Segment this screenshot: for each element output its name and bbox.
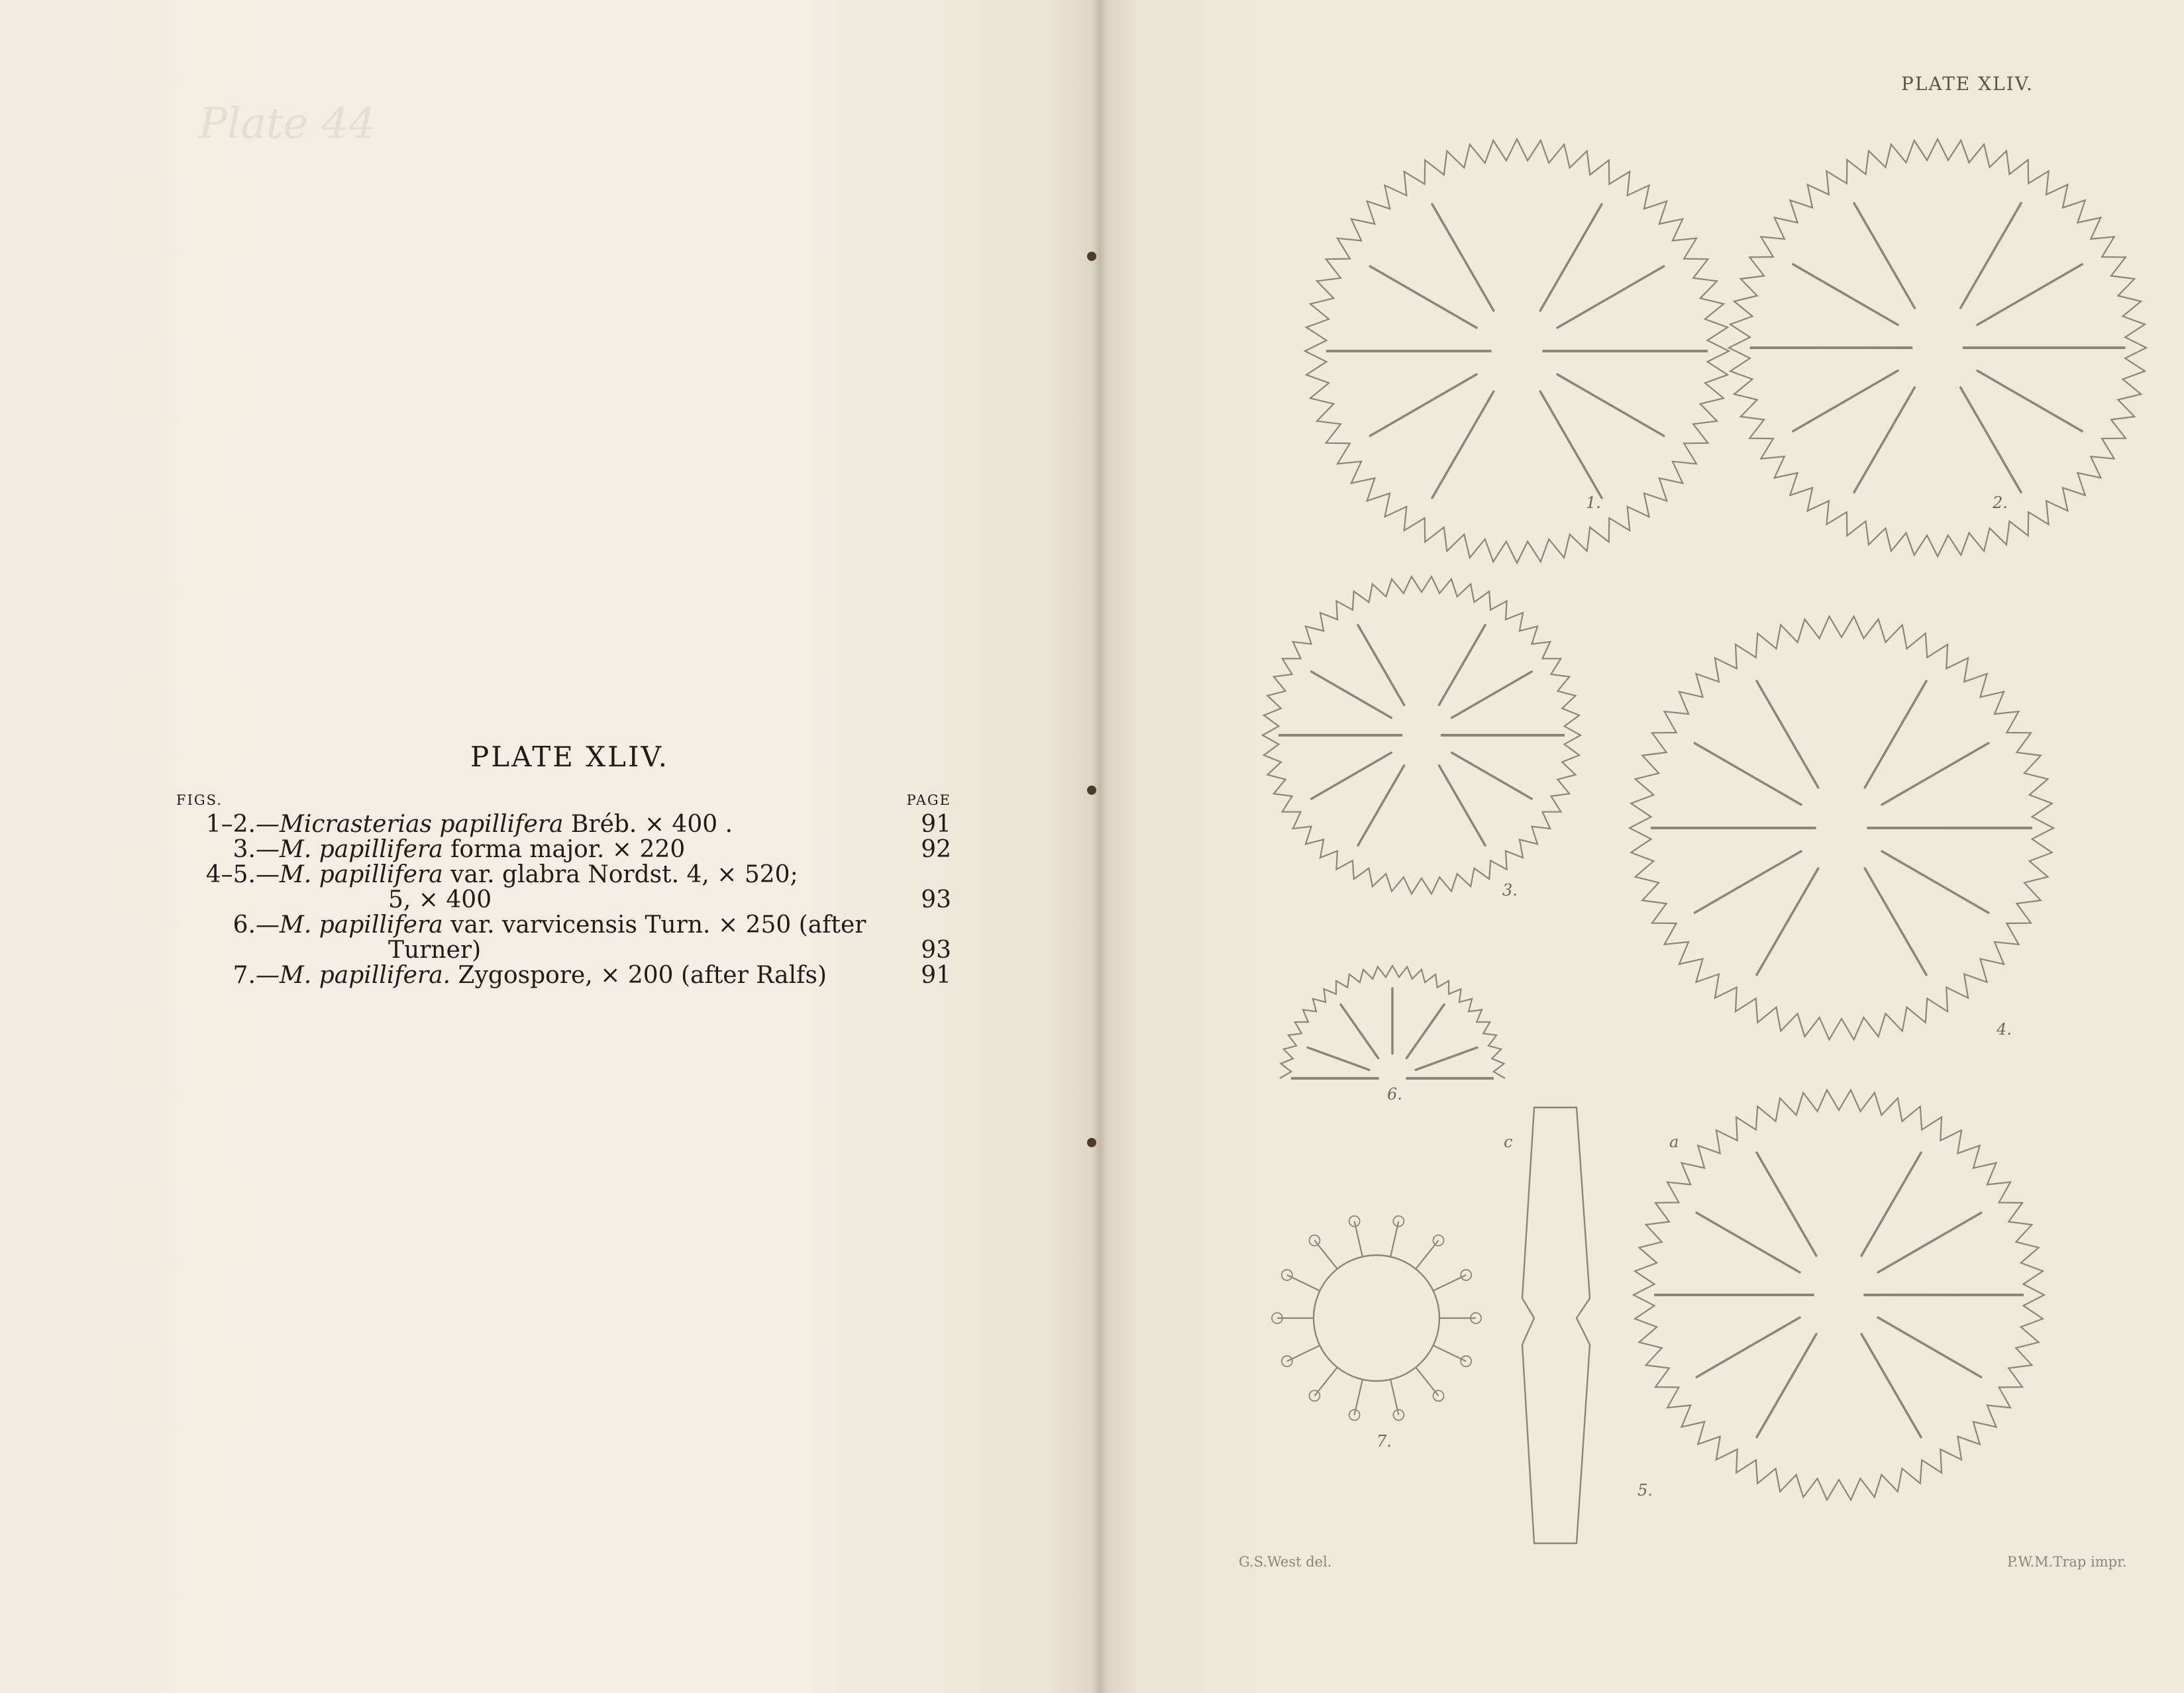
- figure-4-cell-lobe-line: [1694, 851, 1801, 913]
- ghost-pencil-note: Plate 44: [199, 99, 376, 148]
- figure-6-label: 6.: [1387, 1085, 1402, 1103]
- figure-1-cell-lobe-line: [1557, 374, 1664, 436]
- legend-species: —M. papillifera: [256, 861, 443, 888]
- figure-4-cell-lobe-line: [1882, 851, 1989, 913]
- legend-detail: 5, × 400: [388, 886, 492, 913]
- figure-c-label: c: [1504, 1133, 1513, 1151]
- figure-1-cell-lobe-line: [1557, 266, 1664, 328]
- figure-4-cell-lobe-line: [1865, 868, 1926, 975]
- figure-1-cell-lobe-line: [1432, 391, 1494, 498]
- figure-2-cell-lobe-line: [1961, 387, 2021, 492]
- figure-6-cell-lobe-line: [1308, 1047, 1369, 1070]
- figure-7-label: 7.: [1377, 1432, 1392, 1451]
- legend-page-number: 93: [921, 886, 951, 913]
- figure-5a-cell-lobe-line: [1878, 1213, 1981, 1272]
- legend-species: —M. papillifera: [256, 836, 443, 863]
- figure-5a-cell-lobe-line: [1696, 1213, 1800, 1272]
- figure-2-cell-lobe-line: [1793, 371, 1898, 431]
- figure-3-cell-lobe-line: [1452, 672, 1532, 718]
- figure-2-cell-lobe-line: [1977, 371, 2082, 431]
- legend-page-number: 93: [921, 937, 951, 964]
- figure-3-cell-lobe-line: [1312, 752, 1392, 799]
- figure-5a-cell-lobe-line: [1757, 1153, 1816, 1256]
- figure-2-cell-lobe-line: [1793, 264, 1898, 325]
- figure-3-cell-lobe-line: [1358, 766, 1404, 846]
- legend-fig-number: 7.: [233, 962, 256, 989]
- figure-5a-cell-lobe-line: [1861, 1334, 1921, 1437]
- figs-header: FIGS.: [176, 792, 223, 808]
- legend-detail: forma major. × 220: [442, 836, 686, 863]
- figure-3-cell-lobe-line: [1439, 766, 1485, 846]
- figure-2-cell-lobe-line: [1961, 203, 2021, 308]
- legend-species: —M. papillifera.: [256, 962, 451, 989]
- figure-5a-cell-lobe-line: [1696, 1317, 1800, 1377]
- legend-detail: Turner): [388, 937, 482, 964]
- figure-6-cell-lobe-line: [1406, 1005, 1444, 1058]
- legend-detail: Bréb. × 400 .: [563, 811, 733, 838]
- plate-title: PLATE XLIV.: [470, 741, 669, 773]
- figure-1-cell-lobe-line: [1540, 204, 1602, 311]
- figure-3-cell-lobe-line: [1358, 625, 1404, 705]
- figure-1-cell-lobe-line: [1370, 374, 1477, 436]
- figure-a-label: a: [1669, 1133, 1679, 1151]
- figure-4-cell-lobe-line: [1694, 743, 1801, 805]
- legend-species: —Micrasterias papillifera: [256, 811, 564, 838]
- printer-credit: P.W.M.Trap impr.: [2007, 1554, 2127, 1570]
- figure-4-cell-lobe-line: [1865, 681, 1926, 788]
- figure-2-cell-lobe-line: [1977, 264, 2082, 325]
- legend-detail: var. glabra Nordst. 4, × 520;: [442, 861, 798, 888]
- figure-4-cell-lobe-line: [1882, 743, 1989, 805]
- legend-fig-number: 1–2.: [205, 811, 256, 838]
- figure-5a-cell-lobe-line: [1757, 1334, 1816, 1437]
- legend-page-number: 91: [921, 811, 951, 838]
- figure-1-label: 1.: [1586, 493, 1601, 512]
- figure-3-cell-lobe-line: [1452, 752, 1532, 799]
- figure-1-cell-lobe-line: [1432, 204, 1494, 311]
- legend-page-number: 91: [921, 962, 951, 989]
- artist-credit: G.S.West del.: [1239, 1554, 1332, 1570]
- legend-detail: var. varvicensis Turn. × 250 (after: [442, 911, 866, 939]
- figure-1-cell-lobe-line: [1370, 266, 1477, 328]
- figure-1-cell-lobe-line: [1540, 391, 1602, 498]
- legend-fig-number: 4–5.: [205, 861, 256, 888]
- figure-2-label: 2.: [1993, 493, 2008, 512]
- figure-6-cell-lobe-line: [1341, 1005, 1378, 1058]
- legend-detail: Zygospore, × 200 (after Ralfs): [450, 962, 827, 989]
- page-header: PAGE: [906, 792, 951, 808]
- figure-4-cell-lobe-line: [1757, 868, 1818, 975]
- figure-3-cell-lobe-line: [1439, 625, 1485, 705]
- figure-6-cell-lobe-line: [1416, 1047, 1477, 1070]
- figure-2-cell-lobe-line: [1854, 203, 1914, 308]
- legend-fig-number: 6.: [233, 911, 256, 939]
- legend-fig-number: 3.: [233, 836, 256, 863]
- legend-species: —M. papillifera: [256, 911, 443, 939]
- figure-5a-cell-lobe-line: [1878, 1317, 1981, 1377]
- figure-4-cell-lobe-line: [1757, 681, 1818, 788]
- figure-7-zygospore: [1314, 1255, 1439, 1381]
- figure-5c-side-view: [1522, 1107, 1590, 1543]
- figure-5a-cell-lobe-line: [1861, 1153, 1921, 1256]
- figure-4-label: 4.: [1997, 1020, 2012, 1039]
- figure-3-cell-lobe-line: [1312, 672, 1392, 718]
- figure-5-label: 5.: [1638, 1481, 1653, 1500]
- figure-3-label: 3.: [1502, 881, 1518, 899]
- figure-2-cell-lobe-line: [1854, 387, 1914, 492]
- plate-running-head: PLATE XLIV.: [1901, 73, 2034, 95]
- legend-page-number: 92: [921, 836, 951, 863]
